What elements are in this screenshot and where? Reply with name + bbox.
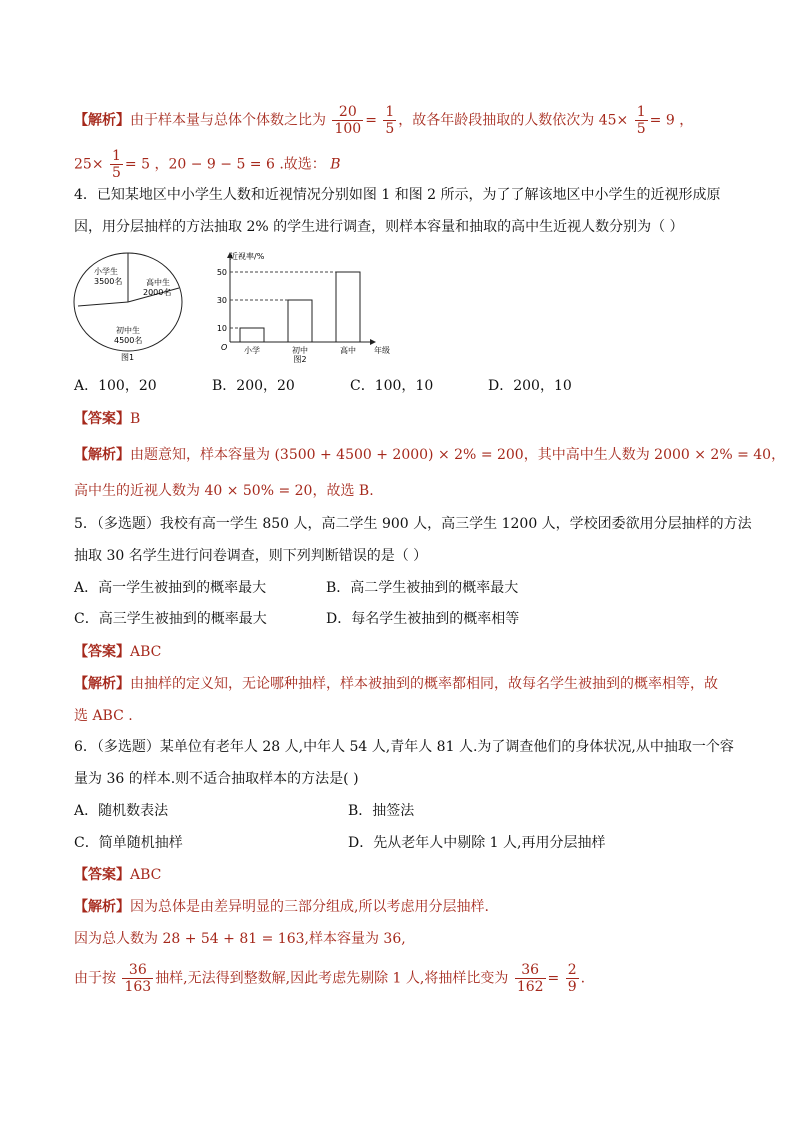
q6-stem-line2: 量为 36 的样本.则不适合抽取样本的方法是( ) <box>74 771 359 787</box>
q5-answer <box>74 642 161 662</box>
slice-label-middle: 初中生 <box>116 326 140 335</box>
q4-stem-line1: 4．已知某地区中小学生人数和近视情况分别如图 1 和图 2 所示，为了了解该地区中小学生的近视形成原 <box>74 187 721 203</box>
x-axis-label: 年级 <box>374 346 390 355</box>
x-tick-label: 小学 <box>244 346 260 355</box>
answer-tag: 【答案】 <box>74 644 130 660</box>
q6-analysis-line2: 因为总人数为 28 + 54 + 81 = 163,样本容量为 36, <box>74 931 406 947</box>
fraction: $\frac{2}{9}$ <box>567 962 577 995</box>
answer-value: ABC <box>130 867 162 883</box>
q6-answer <box>74 865 161 885</box>
q5-analysis-line2: 选 ABC . <box>74 708 133 724</box>
answer-value: ABC <box>130 644 162 660</box>
bar-初中 <box>288 300 312 342</box>
analysis-tag: 【解析】 <box>74 112 130 129</box>
q4-option-c: C．100，10 <box>350 378 434 394</box>
y-axis-label: 近视率/% <box>230 252 265 261</box>
analysis-tag: 【解析】 <box>74 676 130 692</box>
q4-analysis-line2: 高中生的近视人数为 40 × 50% = 20，故选 B. <box>74 483 374 499</box>
slice-label-high: 高中生 <box>146 278 170 287</box>
bar-高中 <box>336 272 360 342</box>
q6-analysis-line1: 【解析】因为总体是由差异明显的三部分组成,所以考虑用分层抽样. <box>74 899 489 915</box>
q5-option-d: D．每名学生被抽到的概率相等 <box>326 611 520 627</box>
slice-value-primary: 3500名 <box>94 277 123 286</box>
x-tick-label: 初中 <box>292 346 308 355</box>
analysis-tag: 【解析】 <box>74 447 130 463</box>
q6-option-d: D．先从老年人中剔除 1 人,再用分层抽样 <box>348 835 606 851</box>
q4-option-d: D．200，10 <box>488 378 572 394</box>
q6-option-a: A．随机数表法 <box>74 803 169 819</box>
q4-answer <box>74 409 140 429</box>
q3-text-a: 由于样本量与总体个体数之比为 <box>130 112 326 129</box>
q6-option-c: C．简单随机抽样 <box>74 835 183 851</box>
q6-option-b: B．抽签法 <box>348 803 415 819</box>
q5-option-a: A．高一学生被抽到的概率最大 <box>74 580 267 596</box>
figure-2-caption: 图2 <box>293 355 307 364</box>
q3-answer-letter: B <box>330 156 341 173</box>
fraction: $\frac{1}{5}$ <box>636 104 646 137</box>
q5-option-b: B．高二学生被抽到的概率最大 <box>326 580 519 596</box>
fraction: $\frac{1}{5}$ <box>385 104 395 137</box>
q5-stem-line2: 抽取 30 名学生进行问卷调查，则下列判断错误的是（ ） <box>74 548 428 564</box>
y-tick-label: 30 <box>216 296 227 305</box>
q5-option-c: C．高三学生被抽到的概率最大 <box>74 611 267 627</box>
q5-analysis-line1: 【解析】由抽样的定义知，无论哪种抽样，样本被抽到的概率都相同，故每名学生被抽到的概率相等，故 <box>74 676 718 692</box>
x-axis-arrow <box>370 339 376 345</box>
pie-divider-3 <box>78 302 128 306</box>
q4-analysis-line1: 【解析】由题意知，样本容量为 (3500 + 4500 + 2000) × 2% = 200，其中高中生人数为 2000 × 2% = 40， <box>74 447 786 463</box>
origin-label: O <box>221 343 228 352</box>
q4-option-a: A．100，20 <box>74 378 157 394</box>
fraction: $\frac{20}{100}$ <box>334 104 362 137</box>
q6-stem-line1: 6．（多选题）某单位有老年人 28 人,中年人 54 人,青年人 81 人.为了调查他们的身体状况,从中抽取一个容 <box>74 739 734 755</box>
y-tick-label: 10 <box>216 324 227 333</box>
slice-value-middle: 4500名 <box>114 336 143 345</box>
q3-analysis-line2: 25× $\frac{1}{5}$ = 5 ，20 − 9 − 5 = 6 .故选： B <box>74 148 341 181</box>
pie-figure-1 <box>70 248 186 366</box>
q3-analysis-line1: 【解析】由于样本量与总体个体数之比为 $\frac{20}{100}$ = $\frac{1}{5}$ ，故各年龄段抽取的人数依次为 45× $\frac{1}{5}$ = 9 ， <box>74 104 694 137</box>
q3-text-c: = 9 ， <box>649 112 694 129</box>
answer-tag: 【答案】 <box>74 867 130 883</box>
fraction: $\frac{36}{163}$ <box>124 962 152 995</box>
q4-option-b: B．200，20 <box>212 378 295 394</box>
bar-chart-figure-2 <box>212 250 412 365</box>
answer-value: B <box>130 411 141 427</box>
bar-小学 <box>240 328 264 342</box>
answer-tag: 【答案】 <box>74 411 130 427</box>
y-tick-label: 50 <box>216 268 227 277</box>
slice-label-primary: 小学生 <box>94 267 118 276</box>
q4-stem-line2: 因，用分层抽样的方法抽取 2% 的学生进行调查，则样本容量和抽取的高中生近视人数分别为（ ） <box>74 219 684 235</box>
q6-analysis-line3: 由于按 $\frac{36}{163}$ 抽样,无法得到整数解,因此考虑先剔除 1 人,将抽样比变为 $\frac{36}{162}$ = $\frac{2}{9}$ . <box>74 962 586 995</box>
q3-text-b: ，故各年龄段抽取的人数依次为 45× <box>398 112 629 129</box>
fraction: $\frac{1}{5}$ <box>112 148 121 181</box>
slice-value-high: 2000名 <box>143 288 172 297</box>
x-tick-label: 高中 <box>340 346 356 355</box>
analysis-tag: 【解析】 <box>74 899 130 915</box>
figure-1-caption: 图1 <box>121 353 135 362</box>
fraction: $\frac{36}{162}$ <box>516 962 544 995</box>
q5-stem-line1: 5．（多选题）我校有高一学生 850 人，高二学生 900 人，高三学生 1200 人，学校团委欲用分层抽样的方法 <box>74 516 752 532</box>
